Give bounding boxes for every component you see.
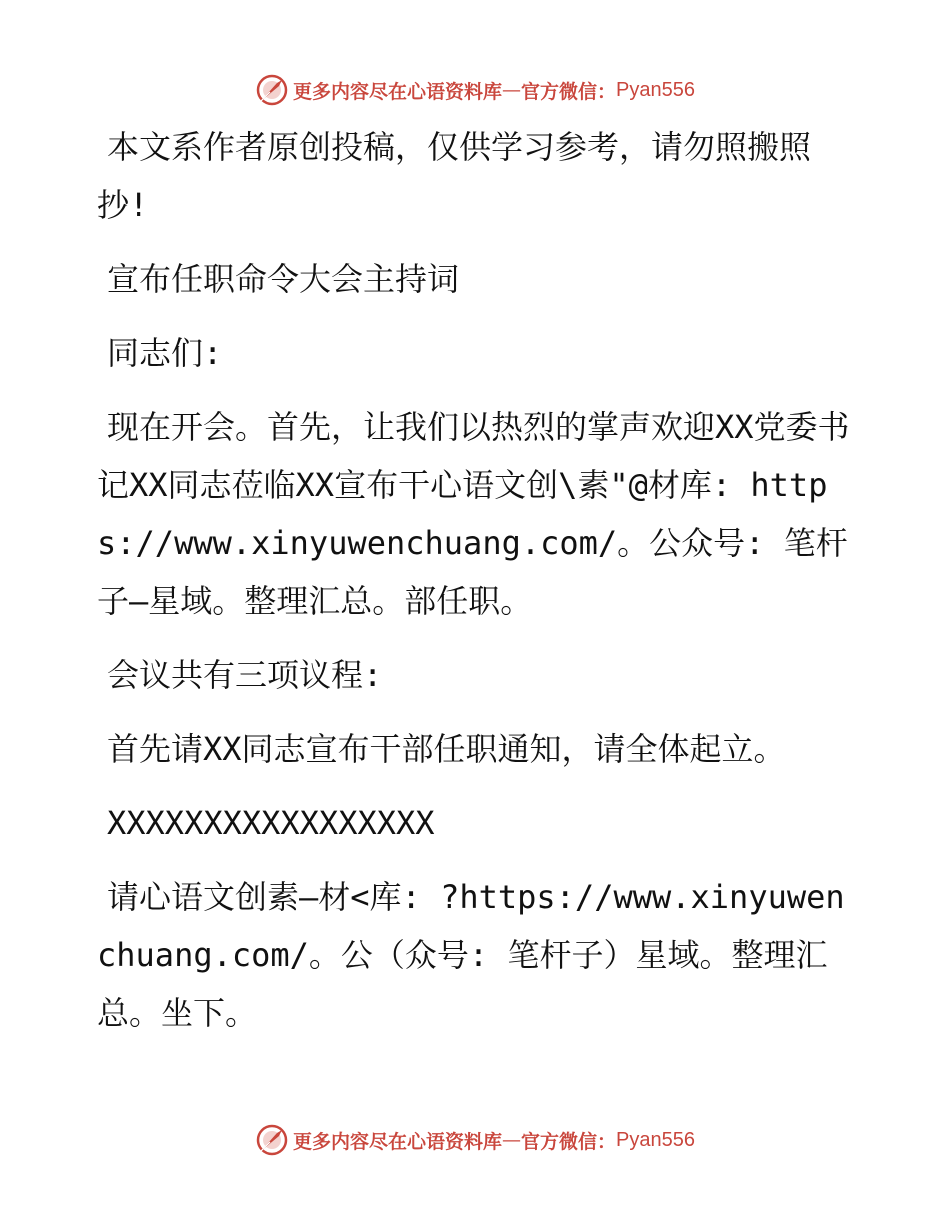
footer-banner-contact-id: Pyan556	[616, 1128, 695, 1151]
footer-banner	[0, 1120, 950, 1160]
quill-pen-logo-icon	[255, 1123, 289, 1157]
placeholder-paragraph: XXXXXXXXXXXXXXXXX	[107, 804, 435, 842]
opening-paragraph: 现在开会。首先，让我们以热烈的掌声欢迎XX党委书记XX同志莅临XX宣布干心语文创\素"@材库: https://www.xinyuwenchuang.com/。公众号: 笔杆子—星域。整理汇总。部任职。	[97, 408, 850, 620]
header-banner-text: 更多内容尽在心语资料库	[293, 80, 503, 103]
header-banner	[0, 70, 950, 110]
agenda-intro-paragraph: 会议共有三项议程:	[107, 656, 383, 694]
footer-banner-separator: —	[502, 1129, 522, 1151]
header-banner-separator: —	[502, 79, 522, 101]
document-title: 宣布任职命令大会主持词	[107, 260, 460, 298]
header-banner-contact-label: 官方微信：	[521, 80, 617, 103]
disclaimer-paragraph: 本文系作者原创投稿，仅供学习参考，请勿照搬照抄!	[97, 128, 812, 224]
quill-pen-logo-icon	[255, 73, 289, 107]
header-banner-contact-id: Pyan556	[616, 78, 695, 101]
footer-banner-contact-label: 官方微信：	[521, 1130, 617, 1153]
salutation-paragraph: 同志们:	[107, 334, 223, 372]
closing-paragraph: 请心语文创素—材<库: ?https://www.xinyuwenchuang.com/。公（众号: 笔杆子）星域。整理汇总。坐下。	[97, 878, 845, 1032]
document-body	[97, 118, 857, 1058]
footer-banner-text: 更多内容尽在心语资料库	[293, 1130, 503, 1153]
agenda-item-paragraph: 首先请XX同志宣布干部任职通知，请全体起立。	[107, 730, 786, 768]
